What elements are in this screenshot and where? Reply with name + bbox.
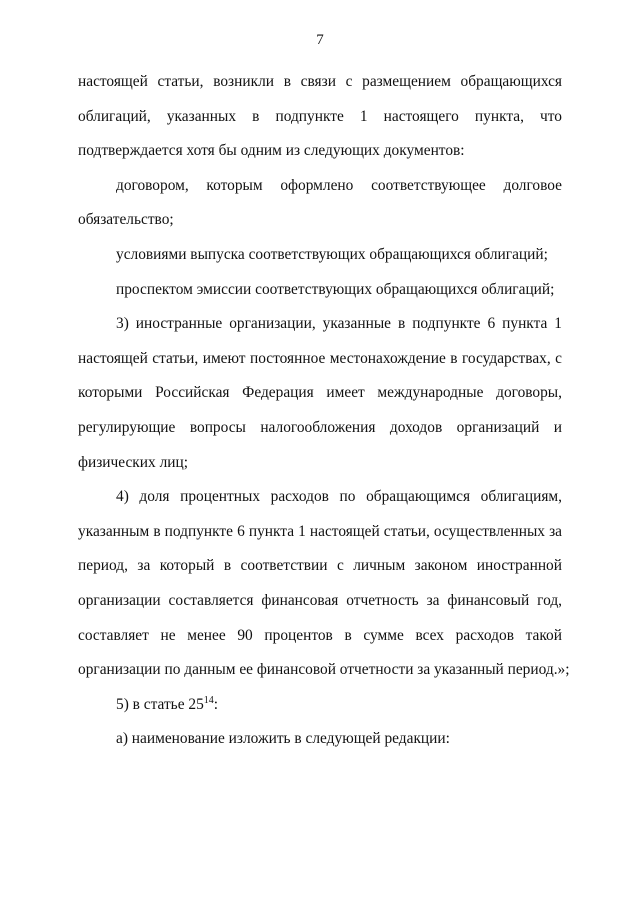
text-line: организации по данным ее финансовой отчетности за указанный период.»; bbox=[78, 661, 570, 679]
text-line: подтверждается хотя бы одним из следующих документов: bbox=[78, 142, 465, 160]
text-line: настоящей статьи, возникли в связи с размещением обращающихся bbox=[78, 73, 562, 90]
text-line: организации составляется финансовая отчетность за финансовый год, bbox=[78, 591, 562, 609]
text-line: проспектом эмиссии соответствующих обращающихся облигаций; bbox=[116, 280, 555, 298]
text-line: условиями выпуска соответствующих обращающихся облигаций; bbox=[116, 245, 548, 263]
text-line: облигаций, указанных в подпункте 1 настоящего пункта, что bbox=[78, 107, 562, 125]
text-line: 4) доля процентных расходов по обращающимся облигациям, bbox=[116, 488, 562, 506]
text-line: 3) иностранные организации, указанные в подпункте 6 пункта 1 bbox=[116, 315, 562, 333]
article-heading-line bbox=[78, 688, 562, 723]
document-body bbox=[78, 65, 570, 757]
article-superscript: 14 bbox=[203, 694, 214, 706]
text-line: а) наименование изложить в следующей редакции: bbox=[116, 730, 450, 748]
text-line: указанным в подпункте 6 пункта 1 настоящей статьи, осуществленных за bbox=[78, 522, 562, 540]
text-line: обязательство; bbox=[78, 211, 174, 229]
text-line: составляет не менее 90 процентов в сумме всех расходов такой bbox=[78, 626, 562, 644]
text-line: период, за который в соответствии с личным законом иностранной bbox=[78, 557, 562, 575]
text-line: договором, которым оформлено соответствующее долговое bbox=[116, 176, 562, 194]
text-line: регулирующие вопросы налогообложения доходов организаций и bbox=[78, 418, 562, 436]
page-number: 7 bbox=[316, 32, 324, 48]
article-line-prefix: 5) в статье 25 bbox=[116, 695, 204, 713]
text-line: физических лиц; bbox=[78, 453, 188, 471]
article-line-suffix: : bbox=[213, 695, 219, 713]
text-line: которыми Российская Федерация имеет международные договоры, bbox=[78, 384, 562, 402]
text-line: настоящей статьи, имеют постоянное местонахождение в государствах, с bbox=[78, 349, 562, 367]
